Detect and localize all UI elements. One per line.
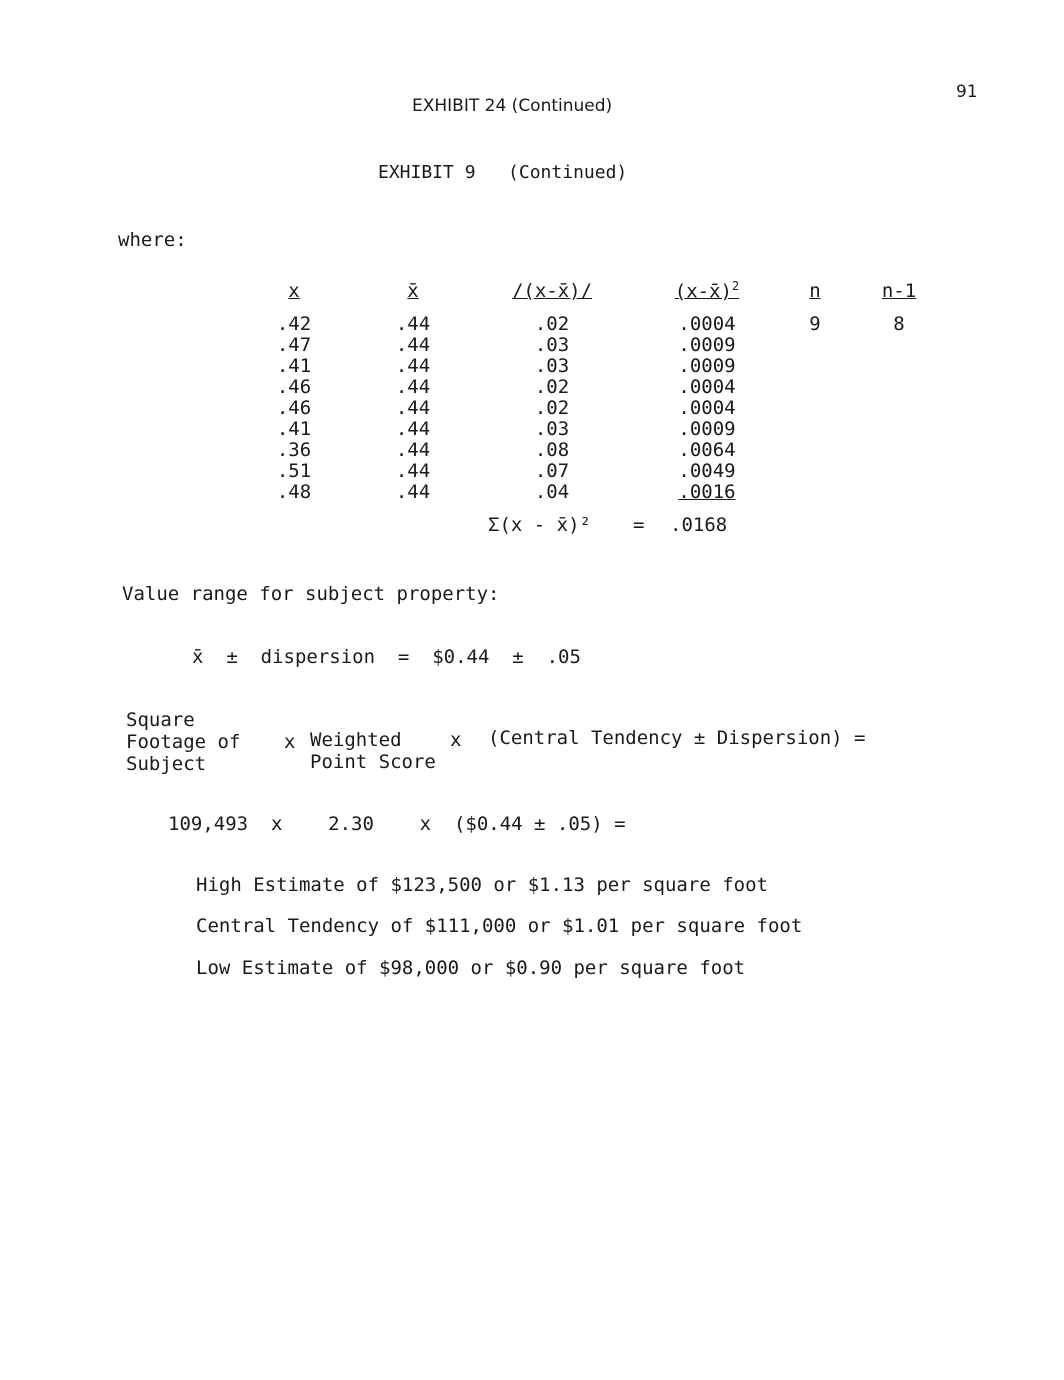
cell: 8 bbox=[893, 313, 905, 335]
where-label: where: bbox=[118, 229, 187, 251]
cell: .02 bbox=[534, 397, 570, 419]
multiply-sign: x bbox=[284, 731, 296, 753]
cell: .0016 bbox=[678, 481, 736, 503]
cell: .44 bbox=[395, 334, 431, 356]
cell: .44 bbox=[395, 481, 431, 503]
table-row bbox=[230, 356, 946, 377]
cell: .41 bbox=[276, 355, 312, 377]
exhibit-24-heading: EXHIBIT 24 (Continued) bbox=[412, 96, 613, 116]
table-row bbox=[230, 419, 946, 440]
cell bbox=[852, 377, 946, 398]
table-row bbox=[230, 482, 946, 503]
cell: .0049 bbox=[678, 460, 736, 482]
low-estimate: Low Estimate of $98,000 or $0.90 per square foot bbox=[196, 957, 746, 979]
sum-of-squares-label: Σ(x - x̄)² bbox=[488, 514, 591, 536]
cell: .0064 bbox=[678, 439, 736, 461]
cell: .04 bbox=[534, 481, 570, 503]
cell: .47 bbox=[276, 334, 312, 356]
value-range-label: Value range for subject property: bbox=[122, 583, 500, 605]
cell: .41 bbox=[276, 418, 312, 440]
col-header-abs-deviation: /(x-x̄)/ bbox=[511, 280, 593, 302]
cell bbox=[778, 356, 852, 377]
cell bbox=[852, 419, 946, 440]
cell bbox=[852, 356, 946, 377]
cell: .0009 bbox=[678, 334, 736, 356]
col-header-mean: x̄ bbox=[407, 280, 419, 302]
cell: .0009 bbox=[678, 355, 736, 377]
cell bbox=[852, 398, 946, 419]
cell: 9 bbox=[809, 313, 821, 335]
exhibit-9-heading: EXHIBIT 9 (Continued) bbox=[378, 162, 628, 183]
col-header-x: x bbox=[288, 280, 300, 302]
high-estimate: High Estimate of $123,500 or $1.13 per square foot bbox=[196, 874, 768, 896]
cell: .44 bbox=[395, 313, 431, 335]
cell: .36 bbox=[276, 439, 312, 461]
cell: .44 bbox=[395, 418, 431, 440]
central-tendency-dispersion-label: (Central Tendency ± Dispersion) = bbox=[488, 727, 866, 749]
cell: .42 bbox=[276, 313, 312, 335]
cell: .0004 bbox=[678, 313, 736, 335]
multiply-sign: x bbox=[450, 729, 462, 751]
page-number: 91 bbox=[956, 82, 978, 102]
deviation-table bbox=[230, 262, 946, 503]
cell: .46 bbox=[276, 397, 312, 419]
cell bbox=[778, 482, 852, 503]
cell: .44 bbox=[395, 376, 431, 398]
cell bbox=[852, 482, 946, 503]
squared-deviation-label: (x-x̄) bbox=[674, 280, 732, 302]
dispersion-line: x̄ ± dispersion = $0.44 ± .05 bbox=[192, 646, 581, 668]
sum-of-squares-value: .0168 bbox=[670, 514, 728, 536]
table-row bbox=[230, 440, 946, 461]
cell bbox=[778, 377, 852, 398]
sum-equals-sign: = bbox=[633, 514, 645, 536]
table-row bbox=[230, 398, 946, 419]
cell bbox=[778, 461, 852, 482]
cell bbox=[778, 440, 852, 461]
cell: .44 bbox=[395, 460, 431, 482]
central-tendency-estimate: Central Tendency of $111,000 or $1.01 per square foot bbox=[196, 915, 803, 937]
cell bbox=[778, 419, 852, 440]
cell: .46 bbox=[276, 376, 312, 398]
cell: .08 bbox=[534, 439, 570, 461]
cell bbox=[852, 335, 946, 356]
cell: .48 bbox=[276, 481, 312, 503]
cell bbox=[778, 335, 852, 356]
cell: .07 bbox=[534, 460, 570, 482]
cell: .0004 bbox=[678, 397, 736, 419]
cell: .02 bbox=[534, 313, 570, 335]
col-header-n: n bbox=[809, 280, 821, 302]
cell: .44 bbox=[395, 397, 431, 419]
cell: .0009 bbox=[678, 418, 736, 440]
square-footage-label: Square Footage of Subject bbox=[126, 709, 241, 775]
calculation-line: 109,493 x 2.30 x ($0.44 ± .05) = bbox=[168, 813, 626, 835]
cell: .51 bbox=[276, 460, 312, 482]
table-row bbox=[230, 335, 946, 356]
weighted-point-score-label: Weighted Point Score bbox=[310, 729, 436, 773]
cell: .0004 bbox=[678, 376, 736, 398]
cell bbox=[778, 398, 852, 419]
cell: .44 bbox=[395, 355, 431, 377]
table-row bbox=[230, 302, 946, 335]
cell: .02 bbox=[534, 376, 570, 398]
superscript-two: 2 bbox=[731, 278, 740, 293]
cell bbox=[852, 461, 946, 482]
cell: .03 bbox=[534, 418, 570, 440]
cell: .03 bbox=[534, 355, 570, 377]
col-header-n-minus-1: n-1 bbox=[881, 280, 917, 302]
table-row bbox=[230, 461, 946, 482]
cell: .03 bbox=[534, 334, 570, 356]
cell bbox=[852, 440, 946, 461]
table-row bbox=[230, 377, 946, 398]
cell: .44 bbox=[395, 439, 431, 461]
col-header-squared-deviation bbox=[636, 262, 778, 302]
table-header-row bbox=[230, 262, 946, 302]
